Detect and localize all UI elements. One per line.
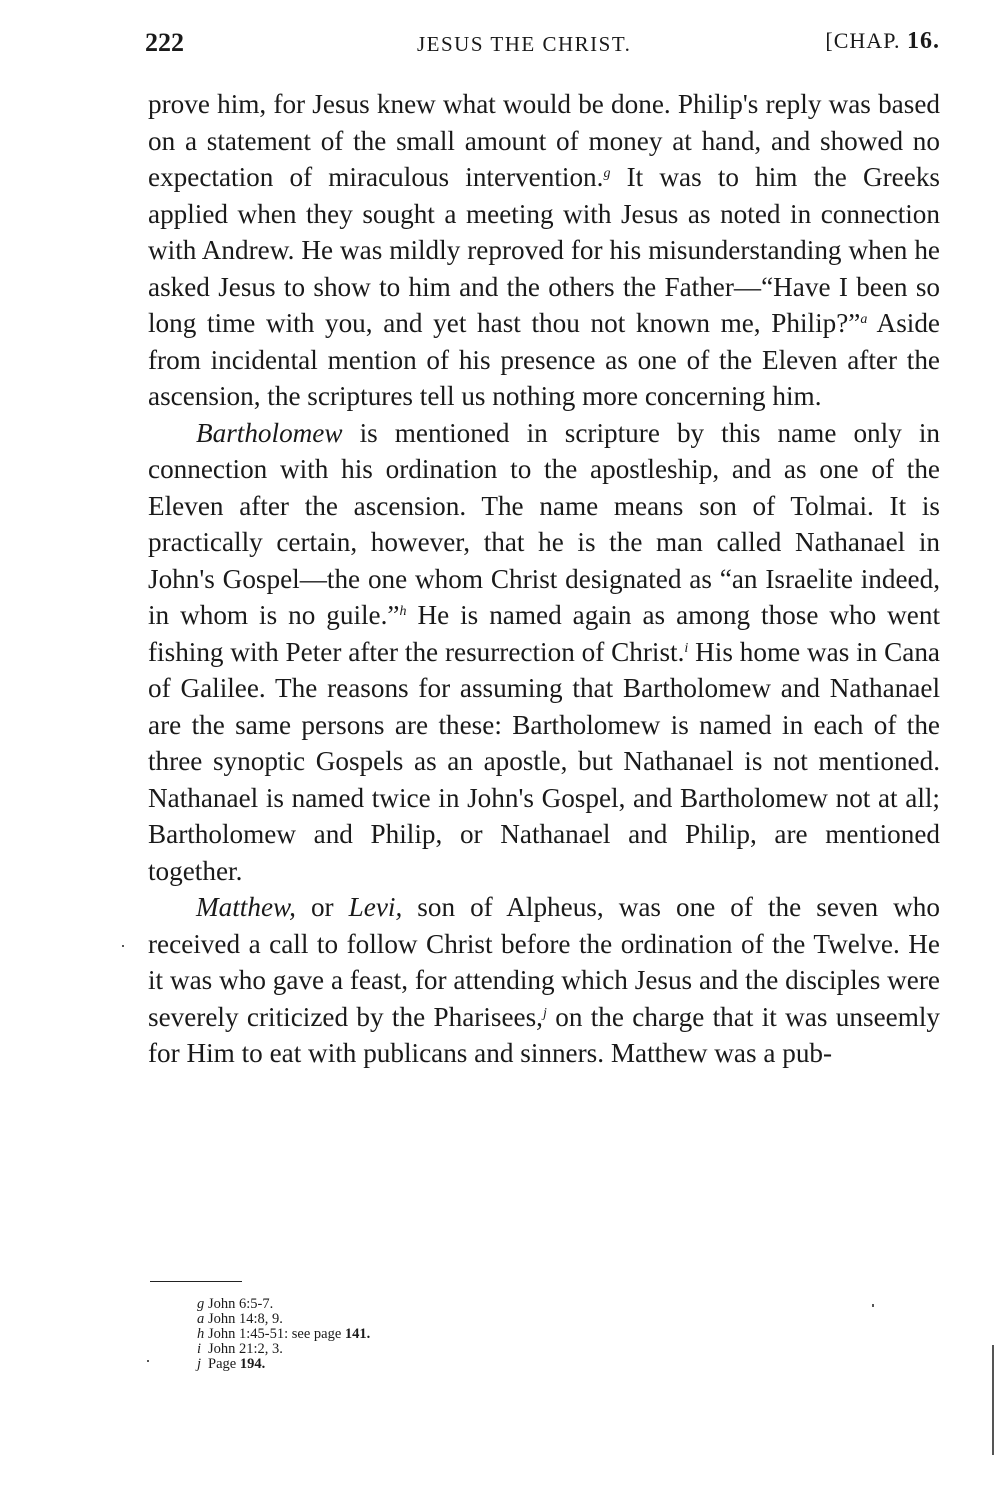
running-head-title: JESUS THE CHRIST. <box>417 32 632 56</box>
paragraph-philip <box>148 86 940 415</box>
footnote-mark: j <box>197 1356 202 1372</box>
footnote-j <box>197 1357 370 1372</box>
footnote-h <box>197 1327 370 1342</box>
text-run: His home was in Cana of Galilee. The reasons for assuming that Bartholomew and Nathanael are the same persons are these: Bartholomew is named in each of the three synoptic Gospels as an apostle, but Nathanael is not mentioned. Nathanael is named twice in John's Gospel, and Bartholomew not at all; Bartholomew and Philip, or Nathanael and Philip, are mentioned together. <box>148 636 940 886</box>
footnote-mark: h <box>197 1326 205 1342</box>
scan-mark <box>992 1345 994 1455</box>
paragraph-matthew <box>148 889 940 1072</box>
page-number: 222 <box>145 28 184 57</box>
footnote-ref: John 21:2, 3. <box>208 1341 283 1357</box>
footnotes <box>197 1297 370 1372</box>
text-run: He is named again as among those who went fishing with Peter after the resurrection of Christ. <box>148 600 940 667</box>
chapter-reference <box>825 28 940 55</box>
text-run: son of Alpheus, was one of the seven who received a call to follow Christ before the ordination of the Twelve. He it was who gave a feast, for attending which Jesus and the disciples were severely criticized by the Pharisees, <box>148 892 940 1032</box>
footnote-ref: Page <box>208 1356 240 1372</box>
footnote-marker-a: a <box>860 312 868 327</box>
text-run: prove him, for Jesus knew what would be done. Philip's reply was based on a statement of the small amount of money at hand, and showed no expectation of miraculous intervention. <box>148 89 940 192</box>
footnote-a <box>197 1312 370 1327</box>
footnote-i <box>197 1342 370 1357</box>
text-run: Aside from incidental mention of his presence as one of the Eleven after the ascension, the scriptures tell us nothing more concerning him. <box>148 308 940 411</box>
text-run: is mentioned in scripture by this name only in connection with his ordination to the apostleship, and as one of the Eleven after the ascension. The name means son of Tolmai. It is practically certain, however, that he is the man called Nathanael in John's Gospel—the one whom Christ designated as “an Israelite indeed, in whom is no guile.” <box>148 417 940 630</box>
chapter-prefix: [CHAP. <box>825 28 901 53</box>
footnote-rule <box>150 1281 242 1282</box>
chapter-number: 16. <box>907 28 940 54</box>
name-matthew: Matthew, <box>196 892 296 922</box>
footnote-mark: g <box>197 1296 205 1312</box>
name-bartholomew: Bartholomew <box>196 417 343 448</box>
footnote-marker-g: g <box>603 166 611 181</box>
footnote-ref: John 1:45-51: see page <box>208 1326 345 1342</box>
footnote-page-ref: 194. <box>239 1356 266 1372</box>
text-run: It was to him the Greeks applied when they sought a meeting with Jesus as noted in connection with Andrew. He was mildly reproved for his misunderstanding when he asked Jesus to show to him and the others the Father—“Have I been so long time with you, and yet hast thou not known me, Philip?” <box>148 162 940 338</box>
footnote-mark: i <box>197 1341 202 1357</box>
text-run: or <box>295 892 349 922</box>
scan-speck <box>122 945 124 947</box>
scan-speck <box>147 1360 149 1362</box>
footnote-marker-j: j <box>542 1005 547 1021</box>
footnote-mark: a <box>197 1311 205 1327</box>
scan-speck <box>872 1304 874 1307</box>
paragraph-bartholomew <box>148 415 940 890</box>
running-header <box>145 22 940 62</box>
footnote-marker-i: i <box>684 640 689 656</box>
footnote-marker-h: h <box>399 604 407 619</box>
footnote-page-ref: 141. <box>344 1326 371 1342</box>
footnote-ref: John 6:5-7. <box>208 1296 274 1312</box>
footnote-ref: John 14:8, 9. <box>208 1311 283 1327</box>
footnote-g <box>197 1297 370 1312</box>
text-run: on the charge that it was unseemly for Him to eat with publicans and sinners. Matthew was a pub- <box>148 1001 940 1068</box>
main-text <box>148 86 940 1072</box>
name-levi: Levi, <box>348 892 403 922</box>
